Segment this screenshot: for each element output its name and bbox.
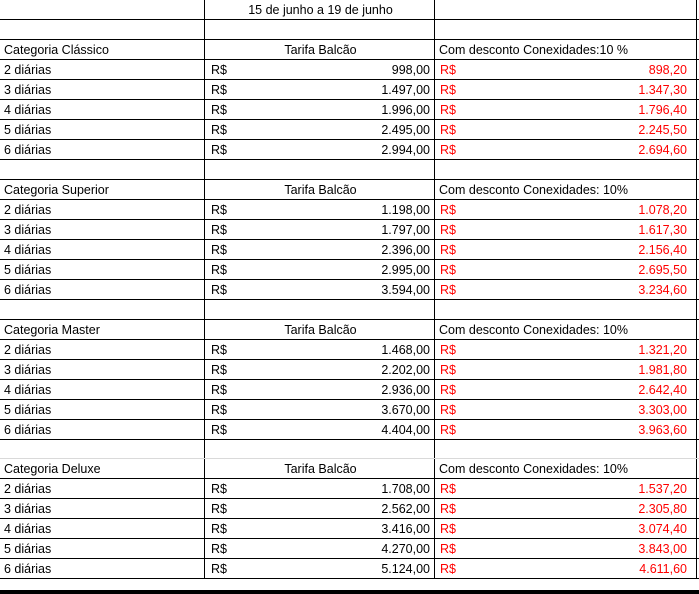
currency-symbol: R$ [211,423,227,437]
period-row [0,0,699,20]
discount-cell [435,360,697,379]
days-label: 5 diárias [0,539,205,558]
discount-cell [435,260,697,279]
discount-value: 2.245,50 [638,123,687,137]
tariff-value: 2.995,00 [381,263,430,277]
currency-symbol: R$ [211,542,227,556]
currency-symbol: R$ [440,423,456,437]
tariff-cell [205,380,435,399]
currency-symbol: R$ [440,542,456,556]
currency-symbol: R$ [211,502,227,516]
tariff-cell [205,420,435,439]
tariff-value: 3.670,00 [381,403,430,417]
currency-symbol: R$ [211,263,227,277]
currency-symbol: R$ [211,243,227,257]
currency-symbol: R$ [211,363,227,377]
tariff-cell [205,80,435,99]
days-label: 6 diárias [0,280,205,299]
rate-row [0,260,699,280]
discount-value: 4.611,60 [639,562,687,576]
currency-symbol: R$ [440,363,456,377]
category-header-row [0,320,699,340]
tariff-cell [205,519,435,538]
tariff-header: Tarifa Balcão [205,40,435,59]
currency-symbol: R$ [211,63,227,77]
tariff-cell [205,280,435,299]
currency-symbol: R$ [211,562,227,576]
period-text: 15 de junho a 19 de junho [248,3,393,17]
tariff-value: 4.270,00 [381,542,430,556]
tariff-value: 1.198,00 [381,203,430,217]
discount-value: 2.156,40 [638,243,687,257]
days-label: 3 diárias [0,499,205,518]
spacer-row [0,20,699,40]
rate-row [0,200,699,220]
discount-cell [435,400,697,419]
currency-symbol: R$ [440,482,456,496]
discount-cell [435,100,697,119]
discount-value: 2.695,50 [638,263,687,277]
currency-symbol: R$ [440,83,456,97]
period-blank-cell [0,0,205,19]
tariff-value: 2.994,00 [381,143,430,157]
rate-row [0,539,699,559]
discount-cell [435,80,697,99]
discount-cell [435,220,697,239]
tariff-cell [205,360,435,379]
spacer-row [0,160,699,180]
rate-row [0,519,699,539]
rate-row [0,380,699,400]
discount-cell [435,140,697,159]
tariff-cell [205,220,435,239]
tariff-cell [205,260,435,279]
days-label: 2 diárias [0,200,205,219]
discount-cell [435,240,697,259]
discount-value: 1.981,80 [638,363,687,377]
period-blank-cell-right [435,0,697,19]
currency-symbol: R$ [440,522,456,536]
discount-value: 1.078,20 [638,203,687,217]
discount-value: 2.642,40 [638,383,687,397]
rate-row [0,80,699,100]
discount-value: 1.796,40 [638,103,687,117]
days-label: 4 diárias [0,380,205,399]
currency-symbol: R$ [211,103,227,117]
tariff-cell [205,400,435,419]
currency-symbol: R$ [211,482,227,496]
discount-header: Com desconto Conexidades:10 % [435,40,697,59]
tariff-header: Tarifa Balcão [205,320,435,339]
discount-cell [435,60,697,79]
days-label: 6 diárias [0,140,205,159]
discount-value: 3.234,60 [638,283,687,297]
currency-symbol: R$ [440,283,456,297]
currency-symbol: R$ [211,343,227,357]
tariff-cell [205,539,435,558]
tariff-cell [205,140,435,159]
days-label: 5 diárias [0,400,205,419]
discount-cell [435,559,697,578]
category-header-row [0,459,699,479]
discount-value: 3.303,00 [638,403,687,417]
tariff-value: 5.124,00 [381,562,430,576]
discount-cell [435,420,697,439]
category-label: Categoria Deluxe [0,459,205,478]
discount-cell [435,519,697,538]
days-label: 4 diárias [0,100,205,119]
tariff-cell [205,559,435,578]
discount-value: 3.843,00 [638,542,687,556]
rate-row [0,240,699,260]
tariff-value: 2.936,00 [381,383,430,397]
tariff-cell [205,479,435,498]
discount-header: Com desconto Conexidades: 10% [435,320,697,339]
category-label: Categoria Superior [0,180,205,199]
currency-symbol: R$ [440,383,456,397]
discount-cell [435,499,697,518]
rate-row [0,499,699,519]
currency-symbol: R$ [211,143,227,157]
currency-symbol: R$ [440,123,456,137]
currency-symbol: R$ [211,223,227,237]
rate-row [0,420,699,440]
tariff-cell [205,60,435,79]
rate-row [0,100,699,120]
discount-value: 2.305,80 [638,502,687,516]
tariff-cell [205,200,435,219]
period-cell [205,0,435,19]
rate-row [0,559,699,579]
category-label: Categoria Master [0,320,205,339]
currency-symbol: R$ [440,403,456,417]
days-label: 2 diárias [0,60,205,79]
discount-value: 3.963,60 [638,423,687,437]
days-label: 2 diárias [0,340,205,359]
tariff-value: 2.495,00 [381,123,430,137]
discount-header: Com desconto Conexidades: 10% [435,180,697,199]
discount-value: 2.694,60 [638,143,687,157]
tariff-cell [205,499,435,518]
rate-row [0,479,699,499]
discount-value: 1.321,20 [638,343,687,357]
currency-symbol: R$ [211,522,227,536]
rate-row [0,280,699,300]
category-label: Categoria Clássico [0,40,205,59]
tariff-value: 2.202,00 [381,363,430,377]
tariff-cell [205,100,435,119]
spacer-row [0,300,699,320]
days-label: 4 diárias [0,240,205,259]
tariff-value: 1.996,00 [381,103,430,117]
currency-symbol: R$ [211,203,227,217]
currency-symbol: R$ [440,103,456,117]
tariff-cell [205,340,435,359]
rate-row [0,400,699,420]
discount-cell [435,200,697,219]
discount-value: 1.617,30 [638,223,687,237]
days-label: 4 diárias [0,519,205,538]
rate-row [0,60,699,80]
tariff-value: 1.468,00 [381,343,430,357]
currency-symbol: R$ [440,143,456,157]
tariff-value: 2.396,00 [381,243,430,257]
currency-symbol: R$ [440,223,456,237]
days-label: 5 diárias [0,120,205,139]
tariff-header: Tarifa Balcão [205,459,435,478]
currency-symbol: R$ [440,203,456,217]
rate-row [0,340,699,360]
discount-cell [435,280,697,299]
tariff-header: Tarifa Balcão [205,180,435,199]
discount-cell [435,539,697,558]
discount-value: 898,20 [648,63,687,77]
days-label: 3 diárias [0,220,205,239]
tariff-cell [205,240,435,259]
discount-cell [435,479,697,498]
days-label: 6 diárias [0,420,205,439]
discount-header: Com desconto Conexidades: 10% [435,459,697,478]
category-header-row [0,180,699,200]
tariff-value: 998,00 [391,63,430,77]
rate-row [0,120,699,140]
discount-value: 1.537,20 [638,482,687,496]
tariff-value: 1.497,00 [381,83,430,97]
sections [0,40,699,579]
discount-cell [435,120,697,139]
days-label: 2 diárias [0,479,205,498]
tariff-value: 4.404,00 [381,423,430,437]
currency-symbol: R$ [211,383,227,397]
spacer-row [0,440,699,459]
tariff-value: 1.708,00 [381,482,430,496]
bottom-border [0,590,699,594]
currency-symbol: R$ [440,502,456,516]
discount-value: 3.074,40 [638,522,687,536]
currency-symbol: R$ [440,343,456,357]
tariff-value: 3.594,00 [381,283,430,297]
rate-row [0,220,699,240]
currency-symbol: R$ [440,263,456,277]
rate-row [0,140,699,160]
discount-cell [435,340,697,359]
tariff-value: 2.562,00 [381,502,430,516]
rate-row [0,360,699,380]
tariff-value: 1.797,00 [381,223,430,237]
tariff-cell [205,120,435,139]
currency-symbol: R$ [440,243,456,257]
days-label: 3 diárias [0,80,205,99]
days-label: 6 diárias [0,559,205,578]
discount-value: 1.347,30 [638,83,687,97]
tariff-value: 3.416,00 [381,522,430,536]
discount-cell [435,380,697,399]
currency-symbol: R$ [211,403,227,417]
category-header-row [0,40,699,60]
currency-symbol: R$ [440,63,456,77]
currency-symbol: R$ [211,83,227,97]
currency-symbol: R$ [211,123,227,137]
days-label: 3 diárias [0,360,205,379]
days-label: 5 diárias [0,260,205,279]
currency-symbol: R$ [440,562,456,576]
currency-symbol: R$ [211,283,227,297]
